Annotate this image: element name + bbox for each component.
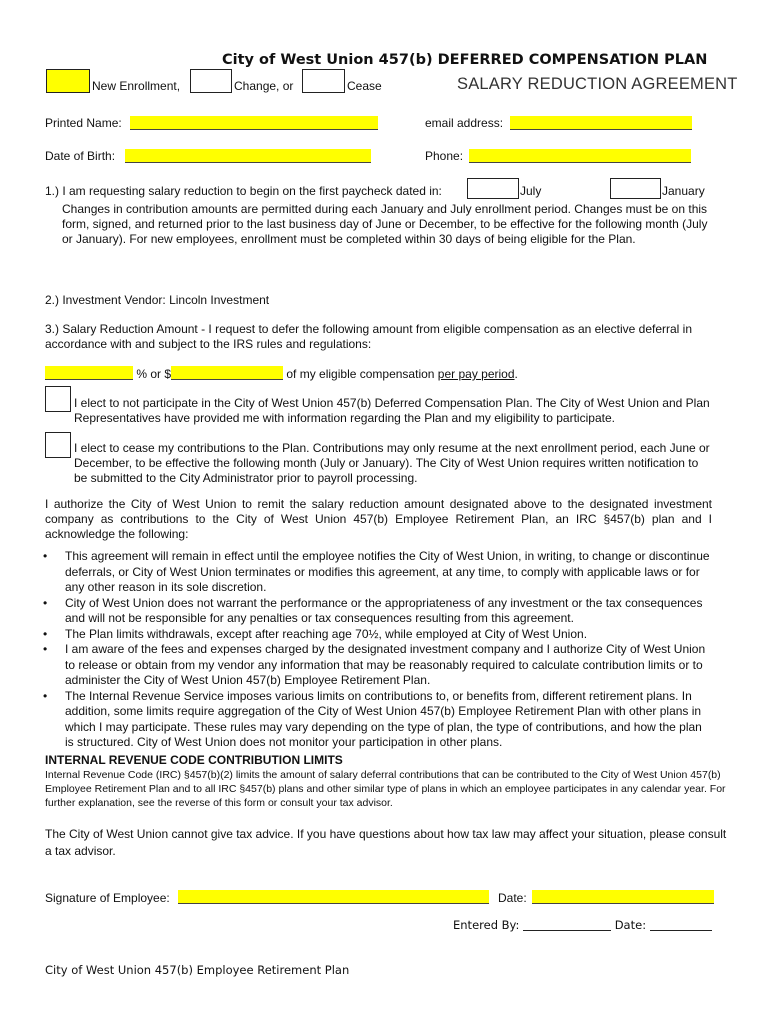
entered-date-label: Date: [614, 918, 647, 932]
not-participate-text: I elect to not participate in the City of West Union 457(b) Deferred Compensation Plan. The City of West Union and Plan Representatives have provided me with information regarding the Plan and my eligibility to participate. [74, 396, 710, 425]
change-label: Change, or [234, 79, 294, 93]
entered-by-label: Entered By: [453, 918, 520, 932]
authorization-text: I authorize the City of West Union to remit the salary reduction amount designated above to the designated investment company as contributions to the City of West Union 457(b) Employee Retirement Plan, an IRC §457(b) plan and I acknowledge the following: [45, 497, 712, 541]
entered-by-line [453, 918, 712, 932]
section2-vendor: 2.) Investment Vendor: Lincoln Investment [45, 293, 270, 307]
acknowledgement-item: • I am aware of the fees and expenses charged by the designated investment company and I authorize City of West Union to release or obtain from my vendor any information that may be reasonably required to calculate contribution limits or to administer the City of West Union 457(b) Employee Retirement Plan. [42, 642, 712, 689]
section1-body: Changes in contribution amounts are permitted during each January and July enrollment period. Changes must be on this form, signed, and returned prior to the last business day of June or December, to be effective for the following month (July or January). For new employees, enrollment must be completed within 30 days of being eligible for the Plan. [62, 202, 708, 246]
acknowledgement-item: • The Internal Revenue Service imposes various limits on contributions to, or benefits from, different retirement plans. In addition, some limits require aggregation of the City of West Union 457(b) Employee Retirement Plan with other plans in which I may participate. These rules may vary depending on the type of plan, the type of contributions, and how the plan is structured. City of West Union does not monitor your participation in other plans. [42, 689, 712, 751]
not-participate-checkbox[interactable] [45, 386, 71, 412]
acknowledgement-item: • This agreement will remain in effect until the employee notifies the City of West Union, in writing, to change or discontinue deferrals, or City of West Union terminates or modifies this agreement, at any time, to comply with applicable laws or for any other reason in its sole discretion. [42, 549, 712, 596]
cease-checkbox[interactable] [302, 69, 345, 93]
entered-date-field[interactable] [650, 918, 712, 931]
phone-label: Phone: [425, 149, 464, 163]
cease-contributions-checkbox[interactable] [45, 432, 71, 458]
signature-label: Signature of Employee: [45, 891, 170, 905]
cease-label: Cease [347, 79, 382, 93]
irs-body: Internal Revenue Code (IRC) §457(b)(2) limits the amount of salary deferral contributions that can be contributed to the City of West Union 457(b) Employee Retirement Plan and to all IRC §457(b) plans and other similar type of plans in which an employee participates in any calendar year. For further explanation, see the reverse of this form or consult your tax advisor. [45, 769, 726, 809]
cease-contributions-text: I elect to cease my contributions to the Plan. Contributions may only resume at the next enrollment period, each June or December, to be effective the following month (July or January). The City of West Union requires written notification to be submitted to the City Administrator prior to payroll processing. [74, 441, 710, 485]
irs-heading: INTERNAL REVENUE CODE CONTRIBUTION LIMITS [45, 753, 343, 767]
dob-field[interactable] [125, 149, 371, 163]
july-checkbox[interactable] [467, 178, 519, 199]
amount-line [45, 366, 518, 381]
signature-date-field[interactable] [532, 890, 714, 904]
printed-name-field[interactable] [130, 116, 378, 130]
percent-field[interactable] [45, 366, 133, 380]
july-label: July [520, 184, 542, 198]
footer-text: City of West Union 457(b) Employee Retirement Plan [45, 963, 350, 977]
form-subtitle: SALARY REDUCTION AGREEMENT [457, 75, 738, 93]
january-label: January [662, 184, 705, 198]
form-title: City of West Union 457(b) DEFERRED COMPENSATION PLAN [222, 52, 708, 68]
dob-label: Date of Birth: [45, 149, 116, 163]
tax-advice-text: The City of West Union cannot give tax advice. If you have questions about how tax law may affect your situation, please consult a tax advisor. [45, 827, 727, 858]
phone-field[interactable] [469, 149, 691, 163]
change-checkbox[interactable] [190, 69, 232, 93]
new-enrollment-checkbox[interactable] [46, 69, 90, 93]
amount-period: . [514, 367, 518, 381]
email-field[interactable] [510, 116, 692, 130]
section3-text: 3.) Salary Reduction Amount - I request to defer the following amount from eligible compensation as an elective deferral in accordance with and subject to the IRS rules and regulations: [45, 322, 693, 351]
acknowledgement-list [42, 549, 712, 751]
email-label: email address: [425, 116, 504, 130]
acknowledgement-item: • City of West Union does not warrant the performance or the appropriateness of any investment or the tax consequences and will not be responsible for any penalties or tax consequences resulting from this agreement. [42, 596, 712, 627]
dollar-field[interactable] [171, 366, 283, 380]
january-checkbox[interactable] [610, 178, 661, 199]
section1-lead: 1.) I am requesting salary reduction to begin on the first paycheck dated in: [45, 184, 442, 198]
signature-field[interactable] [178, 890, 489, 904]
signature-date-label: Date: [498, 891, 527, 905]
compensation-label: of my eligible compensation [286, 367, 435, 381]
new-enrollment-label: New Enrollment, [92, 79, 181, 93]
printed-name-label: Printed Name: [45, 116, 122, 130]
entered-by-field[interactable] [523, 918, 611, 931]
per-pay-period-label: per pay period [437, 367, 515, 381]
acknowledgement-item: • The Plan limits withdrawals, except after reaching age 70½, while employed at City of West Union. [42, 627, 712, 643]
percent-or-dollar-label: % or $ [136, 367, 172, 381]
